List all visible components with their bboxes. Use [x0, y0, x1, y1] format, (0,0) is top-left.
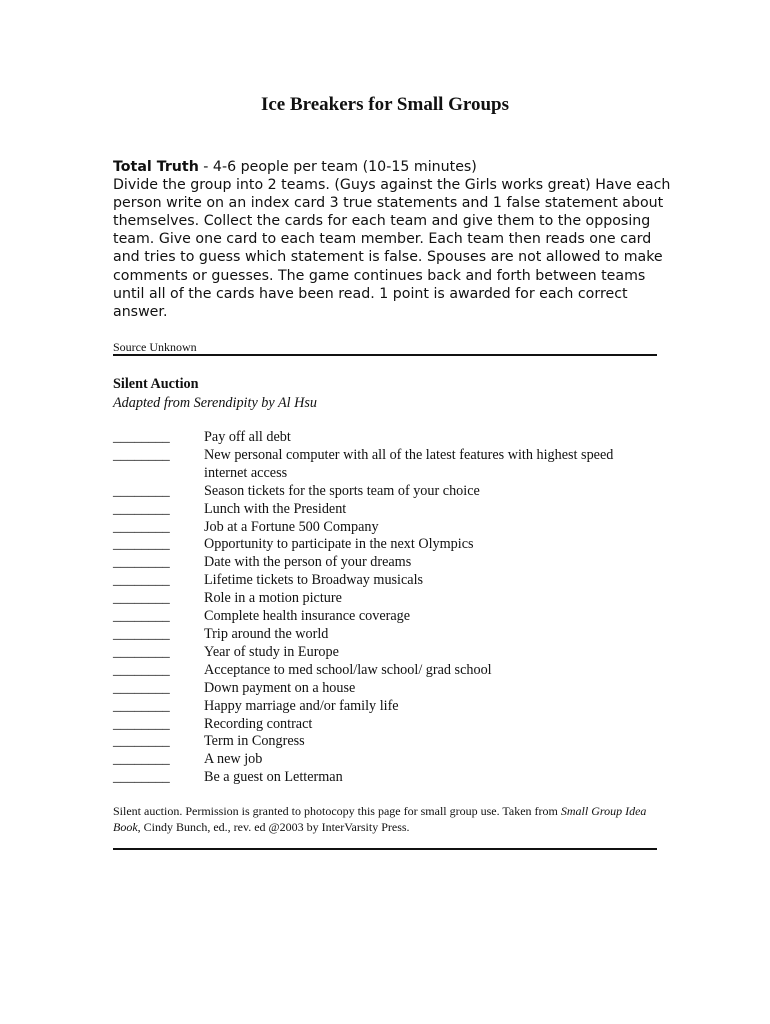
answer-blank: ________ [113, 482, 170, 499]
footnote [113, 803, 673, 835]
auction-item-label: Season tickets for the sports team of your choice [204, 482, 480, 499]
list-item [113, 429, 673, 447]
answer-blank: ________ [113, 769, 170, 786]
list-item [113, 536, 673, 554]
list-item [113, 447, 673, 483]
answer-blank: ________ [113, 733, 170, 750]
auction-title: Silent Auction [113, 376, 199, 392]
list-item [113, 608, 673, 626]
list-item [113, 698, 673, 716]
answer-blank: ________ [113, 661, 170, 678]
auction-item-label: Acceptance to med school/law school/ grad school [204, 661, 492, 678]
total-truth-heading: Total Truth [113, 159, 199, 175]
list-item [113, 733, 673, 751]
auction-item-label: Year of study in Europe [204, 643, 339, 660]
list-item [113, 554, 673, 572]
auction-item-label: Lifetime tickets to Broadway musicals [204, 572, 424, 589]
auction-item-label: A new job [204, 751, 263, 768]
auction-item-label: Lunch with the President [204, 500, 347, 517]
answer-blank: ________ [113, 429, 170, 445]
answer-blank: ________ [113, 625, 170, 642]
auction-item-label: Down payment on a house [204, 679, 356, 696]
answer-blank: ________ [113, 715, 170, 732]
page-title: Ice Breakers for Small Groups [260, 94, 510, 115]
answer-blank: ________ [113, 608, 170, 625]
list-item [113, 572, 673, 590]
answer-blank: ________ [113, 643, 170, 660]
auction-item-label: Job at a Fortune 500 Company [204, 518, 379, 535]
list-item [113, 716, 673, 734]
auction-item-label: Pay off all debt [204, 429, 291, 445]
auction-item-label: New personal computer with all of the latest features with highest speed internet access [204, 446, 614, 481]
auction-item-label: Happy marriage and/or family life [204, 697, 399, 714]
answer-blank: ________ [113, 590, 170, 607]
auction-subtitle: Adapted from Serendipity by Al Hsu [113, 395, 317, 411]
auction-item-label: Be a guest on Letterman [204, 769, 343, 786]
auction-item-label: Opportunity to participate in the next Olympics [204, 536, 474, 553]
list-item [113, 680, 673, 698]
auction-list [113, 429, 673, 787]
total-truth-section [113, 158, 673, 321]
answer-blank: ________ [113, 572, 170, 589]
auction-item-label: Term in Congress [204, 733, 305, 750]
answer-blank: ________ [113, 446, 170, 463]
answer-blank: ________ [113, 751, 170, 768]
footnote-book-title: Small Group Idea Book [113, 804, 647, 834]
list-item [113, 590, 673, 608]
source-note: Source Unknown [113, 340, 197, 354]
list-item [113, 644, 673, 662]
list-item [113, 519, 673, 537]
footnote-text-b: , Cindy Bunch, ed., rev. ed @2003 by InterVarsity Press. [137, 820, 410, 834]
auction-item-label: Complete health insurance coverage [204, 608, 411, 625]
list-item [113, 769, 673, 787]
footnote-text-a: Silent auction. Permission is granted to photocopy this page for small group use. Taken from [113, 804, 561, 818]
list-item [113, 501, 673, 519]
list-item [113, 626, 673, 644]
total-truth-subheading: - 4-6 people per team (10-15 minutes) [198, 159, 477, 175]
auction-item-label: Date with the person of your dreams [204, 554, 412, 571]
answer-blank: ________ [113, 536, 170, 553]
answer-blank: ________ [113, 500, 170, 517]
answer-blank: ________ [113, 697, 170, 714]
auction-item-label: Role in a motion picture [204, 590, 342, 607]
answer-blank: ________ [113, 518, 170, 535]
divider-bottom [113, 848, 657, 850]
list-item [113, 751, 673, 769]
divider-top [113, 354, 657, 356]
auction-item-label: Trip around the world [204, 625, 329, 642]
list-item [113, 483, 673, 501]
answer-blank: ________ [113, 554, 170, 571]
total-truth-body: Divide the group into 2 teams. (Guys against the Girls works great) Have each person write on an index card 3 true statements and 1 false statement about themselves. Collect the cards for each team and give them to the opposing team. Give one card to each team member. Each team then reads one card and tries to guess which statement is false. Spouses are not allowed to make comments or guesses. The game continues back and forth between teams until all of the cards have been read. 1 point is awarded for each correct answer. [113, 177, 671, 320]
answer-blank: ________ [113, 679, 170, 696]
auction-item-label: Recording contract [204, 715, 313, 732]
list-item [113, 662, 673, 680]
